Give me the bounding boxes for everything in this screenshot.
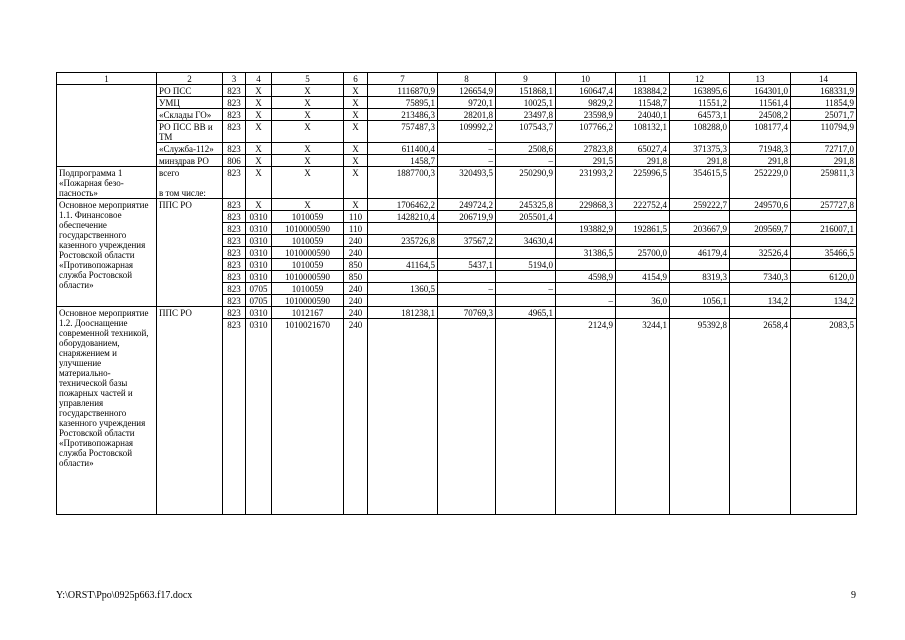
budget-table (56, 72, 857, 515)
value-cell: – (438, 283, 496, 295)
page-footer (56, 590, 856, 602)
value-cell: 245325,8 (496, 199, 556, 211)
value-cell (791, 307, 857, 319)
value-cell: 250290,9 (496, 167, 556, 199)
value-cell: 27823,8 (556, 143, 616, 155)
value-cell: 291,8 (616, 155, 670, 167)
subprogram-row (57, 167, 857, 199)
value-cell: – (556, 295, 616, 307)
value-cell: 291,8 (670, 155, 730, 167)
code-cell: 850 (344, 259, 368, 271)
code-cell: 823 (223, 319, 246, 515)
value-cell: 35466,5 (791, 247, 857, 259)
value-cell: 4598,9 (556, 271, 616, 283)
code-cell: 1012167 (272, 307, 344, 319)
value-cell: 10025,1 (496, 97, 556, 109)
code-cell: 110 (344, 211, 368, 223)
column-header: 7 (368, 73, 438, 85)
code-cell: 0705 (246, 295, 272, 307)
value-cell (616, 235, 670, 247)
value-cell: 163895,6 (670, 85, 730, 97)
code-cell: 0310 (246, 259, 272, 271)
value-cell: 291,8 (730, 155, 791, 167)
measure-name: Основное мероприятие 1.1. Финансовое обеспечение государственного казенного учреждения Ростовской области «Противопожарная служба Ростовской области» (57, 199, 157, 307)
code-cell: 240 (344, 295, 368, 307)
value-cell: 25071,7 (791, 109, 857, 121)
value-cell: 110794,9 (791, 121, 857, 143)
code-cell: 823 (223, 85, 246, 97)
value-cell: 36,0 (616, 295, 670, 307)
code-cell: Х (246, 155, 272, 167)
code-cell: 240 (344, 247, 368, 259)
value-cell: 24508,2 (730, 109, 791, 121)
value-cell (730, 211, 791, 223)
value-cell: 108177,4 (730, 121, 791, 143)
code-cell: Х (272, 199, 344, 211)
value-cell: 213486,3 (368, 109, 438, 121)
code-cell: 1010059 (272, 235, 344, 247)
value-cell: 1887700,3 (368, 167, 438, 199)
value-cell (496, 247, 556, 259)
value-cell: 37567,2 (438, 235, 496, 247)
code-cell: Х (272, 143, 344, 155)
code-cell: Х (344, 155, 368, 167)
table-row (57, 155, 857, 167)
value-cell (368, 247, 438, 259)
value-cell (670, 283, 730, 295)
value-cell: 259222,7 (670, 199, 730, 211)
code-cell: 1010059 (272, 259, 344, 271)
value-cell: 72717,0 (791, 143, 857, 155)
value-cell: 235726,8 (368, 235, 438, 247)
value-cell (438, 223, 496, 235)
value-cell: 168331,9 (791, 85, 857, 97)
value-cell (556, 283, 616, 295)
code-cell: Х (272, 109, 344, 121)
value-cell: 28201,8 (438, 109, 496, 121)
value-cell (438, 319, 496, 515)
code-cell: 823 (223, 223, 246, 235)
value-cell: 203667,9 (670, 223, 730, 235)
code-cell: 1010000590 (272, 247, 344, 259)
value-cell: 757487,3 (368, 121, 438, 143)
code-cell: 240 (344, 235, 368, 247)
value-cell: 249570,6 (730, 199, 791, 211)
value-cell: 249724,2 (438, 199, 496, 211)
value-cell (616, 283, 670, 295)
value-cell: 9829,2 (556, 97, 616, 109)
value-cell: 229868,3 (556, 199, 616, 211)
value-cell: 160647,4 (556, 85, 616, 97)
value-cell: 134,2 (791, 295, 857, 307)
value-cell (438, 271, 496, 283)
value-cell (670, 259, 730, 271)
code-cell: 0310 (246, 271, 272, 283)
value-cell (730, 283, 791, 295)
value-cell: 11854,9 (791, 97, 857, 109)
code-cell: Х (344, 121, 368, 143)
code-cell: 240 (344, 319, 368, 515)
value-cell (556, 307, 616, 319)
value-cell: 4965,1 (496, 307, 556, 319)
value-cell: 252229,0 (730, 167, 791, 199)
table-row (57, 85, 857, 97)
value-cell (368, 319, 438, 515)
code-cell: 823 (223, 121, 246, 143)
value-cell: 107543,7 (496, 121, 556, 143)
value-cell: 23497,8 (496, 109, 556, 121)
code-cell: 823 (223, 271, 246, 283)
column-header: 1 (57, 73, 157, 85)
org-cell: РО ПСС (157, 85, 223, 97)
code-cell: 823 (223, 211, 246, 223)
code-cell: 0310 (246, 223, 272, 235)
column-header: 13 (730, 73, 791, 85)
org-cell: «Склады ГО» (157, 109, 223, 121)
code-cell: 850 (344, 271, 368, 283)
value-cell (556, 259, 616, 271)
value-cell: 231993,2 (556, 167, 616, 199)
value-cell: 9720,1 (438, 97, 496, 109)
column-header: 11 (616, 73, 670, 85)
column-header: 3 (223, 73, 246, 85)
code-cell: 1010000590 (272, 271, 344, 283)
total-label: всего (159, 168, 180, 178)
value-cell: 8319,3 (670, 271, 730, 283)
value-cell: 108288,0 (670, 121, 730, 143)
code-cell: Х (246, 121, 272, 143)
value-cell (670, 235, 730, 247)
value-cell: 109992,2 (438, 121, 496, 143)
table-row (57, 109, 857, 121)
value-cell: 222752,4 (616, 199, 670, 211)
code-cell: Х (246, 109, 272, 121)
value-cell: 32526,4 (730, 247, 791, 259)
value-cell (616, 307, 670, 319)
value-cell: 64573,1 (670, 109, 730, 121)
value-cell: 134,2 (730, 295, 791, 307)
value-cell: 2658,4 (730, 319, 791, 515)
code-cell: 0310 (246, 247, 272, 259)
code-cell: 823 (223, 247, 246, 259)
value-cell: 25700,0 (616, 247, 670, 259)
value-cell (438, 295, 496, 307)
value-cell: 34630,4 (496, 235, 556, 247)
value-cell: 1056,1 (670, 295, 730, 307)
code-cell: 0310 (246, 307, 272, 319)
value-cell: 1428210,4 (368, 211, 438, 223)
value-cell: 3244,1 (616, 319, 670, 515)
value-cell (730, 235, 791, 247)
org-cell: РО ПСС ВВ и ТМ (157, 121, 223, 143)
value-cell (438, 247, 496, 259)
value-cell: 225996,5 (616, 167, 670, 199)
value-cell (616, 211, 670, 223)
value-cell: 7340,3 (730, 271, 791, 283)
table-row (57, 143, 857, 155)
value-cell: 31386,5 (556, 247, 616, 259)
org-cell: УМЦ (157, 97, 223, 109)
code-cell: 823 (223, 109, 246, 121)
value-cell: 6120,0 (791, 271, 857, 283)
column-header: 12 (670, 73, 730, 85)
column-number-row (57, 73, 857, 85)
value-cell: 193882,9 (556, 223, 616, 235)
code-cell: 823 (223, 307, 246, 319)
value-cell: 205501,4 (496, 211, 556, 223)
column-header: 2 (157, 73, 223, 85)
value-cell: 5194,0 (496, 259, 556, 271)
value-cell: 95392,8 (670, 319, 730, 515)
code-cell: 1010059 (272, 211, 344, 223)
column-header: 4 (246, 73, 272, 85)
value-cell: 1116870,9 (368, 85, 438, 97)
value-cell (556, 211, 616, 223)
value-cell: 24040,1 (616, 109, 670, 121)
value-cell: 1360,5 (368, 283, 438, 295)
value-cell: 5437,1 (438, 259, 496, 271)
value-cell (496, 271, 556, 283)
code-cell: 1010059 (272, 283, 344, 295)
file-path: Y:\ORST\Ppo\0925p663.f17.docx (56, 590, 193, 601)
code-cell: 806 (223, 155, 246, 167)
value-cell: 192861,5 (616, 223, 670, 235)
code-cell: 823 (223, 259, 246, 271)
code-cell: 823 (223, 167, 246, 199)
value-cell (496, 319, 556, 515)
value-cell: 209569,7 (730, 223, 791, 235)
value-cell (730, 259, 791, 271)
measure-name: Основное мероприятие 1.2. Дооснащение современной техникой, оборудованием, снаряжением и улучшение материально-технической базы пожарных частей и управления государственного казенного учреждения Ростовской области «Противопожарная служба Ростовской области» (57, 307, 157, 515)
value-cell: 1458,7 (368, 155, 438, 167)
value-cell: 2508,6 (496, 143, 556, 155)
code-cell: 823 (223, 199, 246, 211)
code-cell: 823 (223, 235, 246, 247)
value-cell: 11561,4 (730, 97, 791, 109)
column-header: 9 (496, 73, 556, 85)
code-cell: Х (246, 97, 272, 109)
code-cell: 1010000590 (272, 223, 344, 235)
value-cell (368, 223, 438, 235)
code-cell: Х (344, 109, 368, 121)
value-cell: 611400,4 (368, 143, 438, 155)
value-cell: 108132,1 (616, 121, 670, 143)
code-cell: 823 (223, 295, 246, 307)
value-cell: 291,8 (791, 155, 857, 167)
breakdown-label: в том числе: (159, 188, 206, 198)
code-cell: Х (344, 167, 368, 199)
subprogram-scope (157, 167, 223, 199)
table-body (57, 73, 857, 515)
value-cell: 2124,9 (556, 319, 616, 515)
value-cell (496, 223, 556, 235)
value-cell: 183884,2 (616, 85, 670, 97)
value-cell: – (496, 155, 556, 167)
code-cell: 823 (223, 283, 246, 295)
code-cell: 823 (223, 143, 246, 155)
code-cell: 0705 (246, 283, 272, 295)
value-cell: 259811,3 (791, 167, 857, 199)
code-cell: Х (246, 199, 272, 211)
value-cell: 216007,1 (791, 223, 857, 235)
value-cell: 11548,7 (616, 97, 670, 109)
code-cell: 823 (223, 97, 246, 109)
code-cell: Х (272, 121, 344, 143)
value-cell: 2083,5 (791, 319, 857, 515)
value-cell: 371375,3 (670, 143, 730, 155)
value-cell: 71948,3 (730, 143, 791, 155)
value-cell (791, 211, 857, 223)
value-cell: 65027,4 (616, 143, 670, 155)
value-cell: 4154,9 (616, 271, 670, 283)
code-cell: 110 (344, 223, 368, 235)
value-cell (730, 307, 791, 319)
blank-cell (57, 85, 157, 167)
value-cell: 46179,4 (670, 247, 730, 259)
value-cell: 11551,2 (670, 97, 730, 109)
column-header: 14 (791, 73, 857, 85)
value-cell (791, 259, 857, 271)
column-header: 8 (438, 73, 496, 85)
value-cell: 164301,0 (730, 85, 791, 97)
value-cell: 206719,9 (438, 211, 496, 223)
code-cell: 0310 (246, 319, 272, 515)
value-cell: 41164,5 (368, 259, 438, 271)
value-cell (368, 295, 438, 307)
value-cell (791, 283, 857, 295)
table-row (57, 121, 857, 143)
code-cell: Х (272, 97, 344, 109)
table-row (57, 199, 857, 211)
value-cell (791, 235, 857, 247)
value-cell: 70769,3 (438, 307, 496, 319)
column-header: 6 (344, 73, 368, 85)
value-cell: 181238,1 (368, 307, 438, 319)
code-cell: Х (272, 167, 344, 199)
value-cell: 354615,5 (670, 167, 730, 199)
org-cell: ППС РО (157, 307, 223, 515)
value-cell: – (438, 143, 496, 155)
value-cell (670, 211, 730, 223)
value-cell: – (438, 155, 496, 167)
value-cell: 126654,9 (438, 85, 496, 97)
code-cell: 1010021670 (272, 319, 344, 515)
code-cell: Х (246, 167, 272, 199)
value-cell: 107766,2 (556, 121, 616, 143)
code-cell: Х (272, 155, 344, 167)
value-cell: 75895,1 (368, 97, 438, 109)
code-cell: 0310 (246, 211, 272, 223)
code-cell: Х (272, 85, 344, 97)
org-cell: ППС РО (157, 199, 223, 307)
code-cell: 0310 (246, 235, 272, 247)
value-cell (556, 235, 616, 247)
value-cell: 23598,9 (556, 109, 616, 121)
table-row (57, 307, 857, 319)
code-cell: Х (344, 97, 368, 109)
org-cell: минздрав РО (157, 155, 223, 167)
value-cell (496, 295, 556, 307)
value-cell (616, 259, 670, 271)
value-cell (670, 307, 730, 319)
table-row (57, 97, 857, 109)
code-cell: 1010000590 (272, 295, 344, 307)
value-cell: – (496, 283, 556, 295)
value-cell: 151868,1 (496, 85, 556, 97)
value-cell: 291,5 (556, 155, 616, 167)
code-cell: 240 (344, 307, 368, 319)
org-cell: «Служба-112» (157, 143, 223, 155)
budget-table-sheet (56, 72, 856, 515)
value-cell: 1706462,2 (368, 199, 438, 211)
value-cell: 320493,5 (438, 167, 496, 199)
page-number: 9 (851, 590, 856, 601)
code-cell: Х (246, 143, 272, 155)
value-cell (368, 271, 438, 283)
code-cell: Х (344, 199, 368, 211)
code-cell: Х (246, 85, 272, 97)
code-cell: Х (344, 85, 368, 97)
column-header: 5 (272, 73, 344, 85)
column-header: 10 (556, 73, 616, 85)
value-cell: 257727,8 (791, 199, 857, 211)
subprogram-name: Подпрограмма 1 «Пожарная безо-пасность» (57, 167, 157, 199)
code-cell: 240 (344, 283, 368, 295)
code-cell: Х (344, 143, 368, 155)
